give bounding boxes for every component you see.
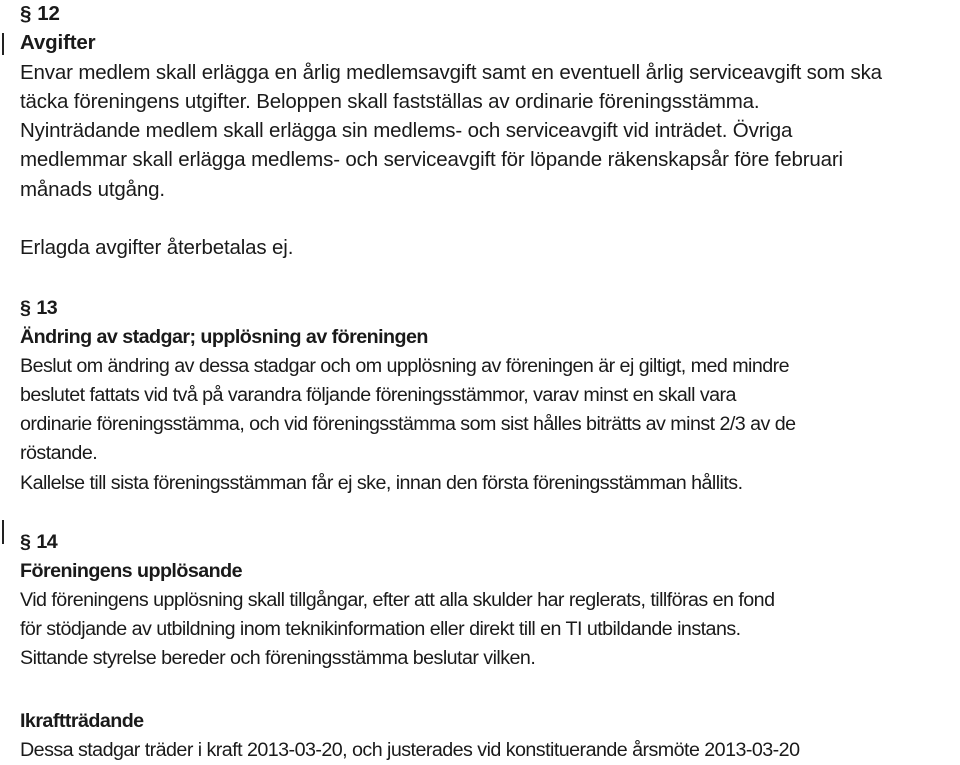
paragraph-line: ordinarie föreningsstämma, och vid föreningsstämma som sist hålles biträtts av minst 2/3 av de xyxy=(20,413,796,436)
paragraph-line: röstande. xyxy=(20,442,98,465)
section-12 xyxy=(20,0,955,263)
section-symbol: § xyxy=(20,2,32,25)
paragraph-line: för stödjande av utbildning inom teknikinformation eller direkt till en TI utbildande instans. xyxy=(20,618,741,641)
section-number-value: 12 xyxy=(37,2,60,25)
paragraph-line: täcka föreningens utgifter. Beloppen skall fastställas av ordinarie föreningsstämma. xyxy=(20,89,760,113)
paragraph-line: Nyinträdande medlem skall erlägga sin medlems- och serviceavgift vid inträdet. Övriga xyxy=(20,119,793,143)
paragraph-line: Kallelse till sista föreningsstämman får ej ske, innan den första föreningsstämman hållits. xyxy=(20,471,743,494)
section-14 xyxy=(20,528,955,673)
section-number-value: 14 xyxy=(36,531,58,553)
paragraph-line: medlemmar skall erlägga medlems- och serviceavgift för löpande räkenskapsår före februari xyxy=(20,148,843,172)
paragraph-spacer xyxy=(20,204,955,233)
section-heading: Ändring av stadgar; upplösning av föreningen xyxy=(20,326,428,349)
revision-change-bar xyxy=(2,33,4,55)
paragraph-line: Vid föreningens upplösning skall tillgångar, efter att alla skulder har reglerats, tillföras en fond xyxy=(20,589,775,612)
section-number xyxy=(20,294,955,323)
section-heading: Ikraftträdande xyxy=(20,710,144,732)
paragraph-line: Dessa stadgar träder i kraft 2013-03-20, och justerades vid konstituerande årsmöte 2013-03-20 xyxy=(20,739,800,762)
paragraph-line: beslutet fattats vid två på varandra följande föreningsstämmor, varav minst en skall vara xyxy=(20,384,736,407)
section-ikrafttradande xyxy=(20,707,955,765)
section-heading: Avgifter xyxy=(20,31,96,55)
paragraph-line: månads utgång. xyxy=(20,177,165,201)
section-number-value: 13 xyxy=(36,297,58,319)
paragraph-line: Beslut om ändring av dessa stadgar och om upplösning av föreningen är ej giltigt, med mindre xyxy=(20,355,790,378)
section-symbol: § xyxy=(20,531,31,553)
paragraph-line: Envar medlem skall erlägga en årlig medlemsavgift samt en eventuell årlig serviceavgift som ska xyxy=(20,60,882,84)
section-13 xyxy=(20,294,955,498)
section-symbol: § xyxy=(20,297,31,319)
section-number xyxy=(20,528,955,557)
section-heading: Föreningens upplösande xyxy=(20,560,242,583)
section-number xyxy=(20,0,955,28)
revision-change-bar xyxy=(2,520,4,544)
paragraph-line: Sittande styrelse bereder och föreningsstämma beslutar vilken. xyxy=(20,647,536,670)
paragraph-closing: Erlagda avgifter återbetalas ej. xyxy=(20,236,294,260)
